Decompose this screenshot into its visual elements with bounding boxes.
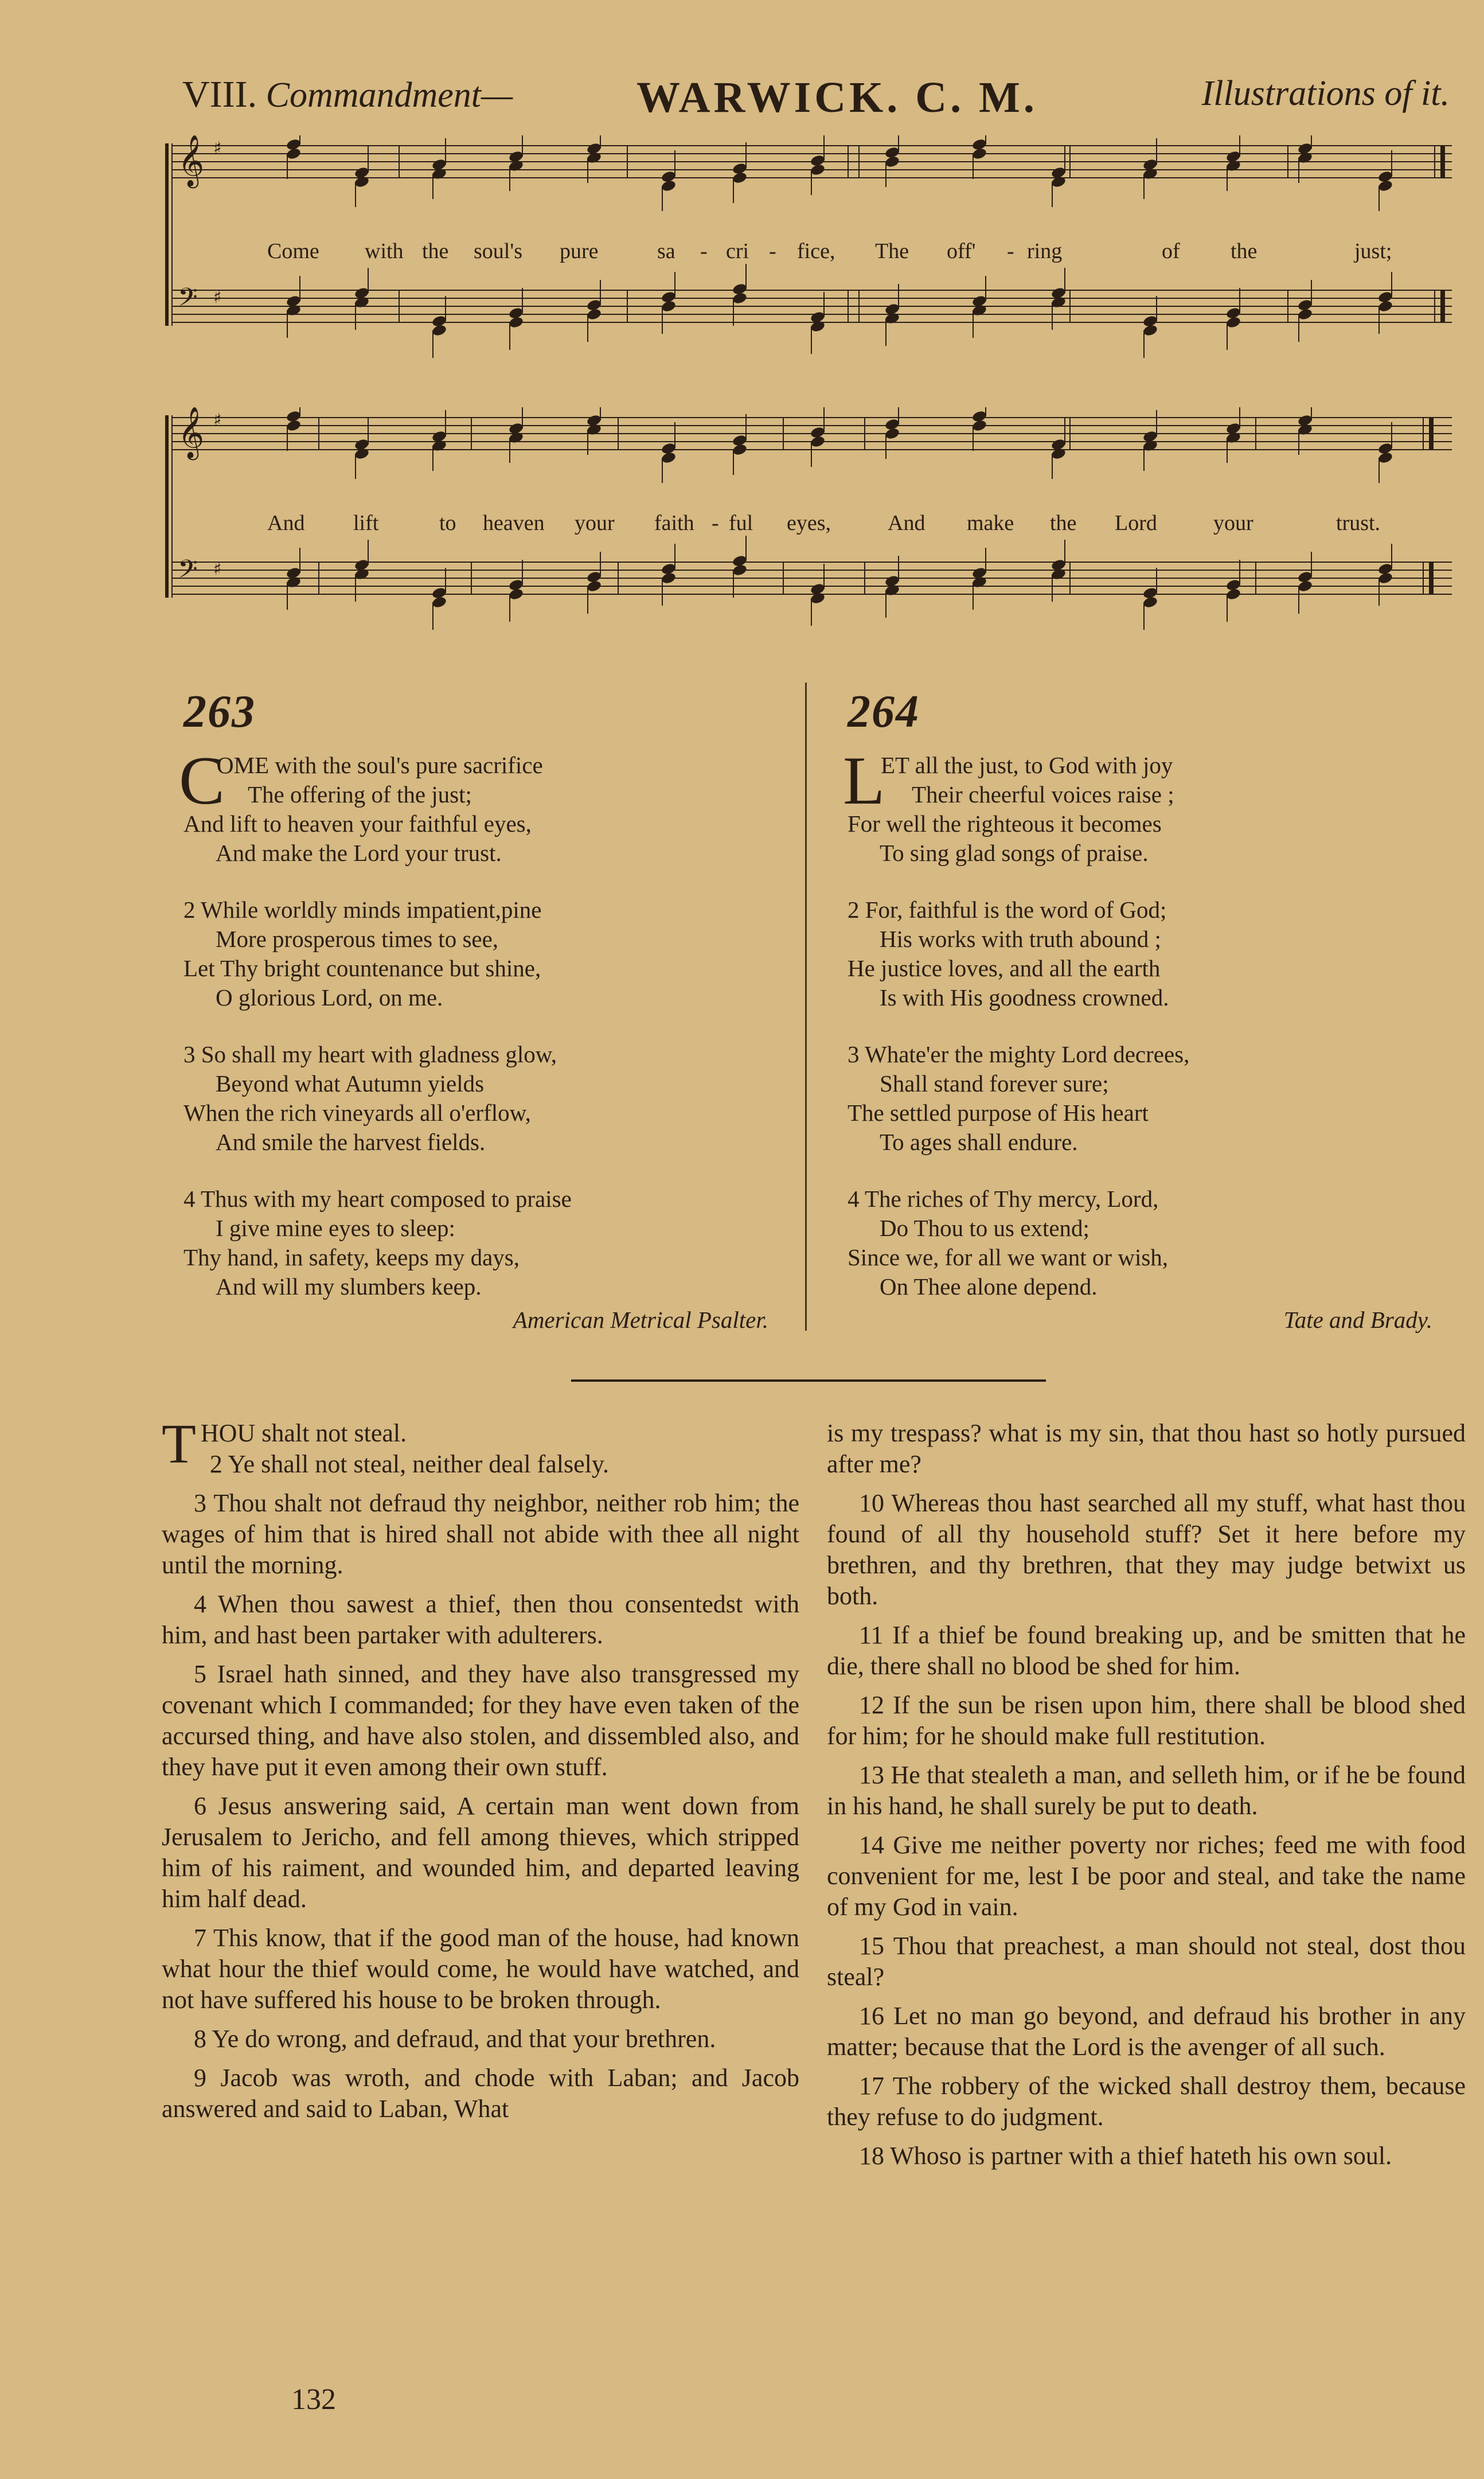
hymn-line: Let Thy bright countenance but shine, <box>183 955 541 981</box>
scripture-verse: 17 The robbery of the wicked shall destroy them, because they refuse to do judgment. <box>827 2072 1466 2131</box>
hymn-line: 4 The riches of Thy mercy, Lord, <box>848 1186 1159 1212</box>
lyric-syllable: faith <box>654 511 694 535</box>
hymn-line: When the rich vineyards all o'erflow, <box>183 1100 531 1126</box>
lyric-syllable: Come <box>267 239 319 263</box>
lyric-syllable: ful <box>729 511 753 535</box>
lyric-syllable: the <box>1050 511 1077 535</box>
lyric-syllable: heaven <box>483 511 545 535</box>
lyric-syllable: - <box>1007 239 1014 263</box>
stanza <box>848 1184 1444 1301</box>
drop-cap: C <box>179 742 225 818</box>
tune-name: WARWICK. <box>636 73 901 122</box>
hymn-line: 2 For, faithful is the word of God; <box>848 897 1167 923</box>
hymn-line: And lift to heaven your faithful eyes, <box>183 810 532 837</box>
lyric-syllable: fice, <box>797 239 835 263</box>
lyric-syllable: of <box>1162 239 1180 263</box>
lyric-syllable: your <box>575 511 615 535</box>
lyric-syllable: And <box>267 511 305 535</box>
commandment-label: Commandment— <box>265 76 513 115</box>
hymn-line: Thy hand, in safety, keeps my days, <box>183 1244 520 1270</box>
hymn-line: The settled purpose of His heart <box>848 1100 1149 1126</box>
lyric-syllable: sa <box>657 239 675 263</box>
scripture-verse: 15 Thou that preachest, a man should not steal, dost thou steal? <box>827 1932 1466 1991</box>
hymn-line: O glorious Lord, on me. <box>216 984 443 1011</box>
hymn-attribution: American Metrical Psalter. <box>513 1307 768 1333</box>
lyric-syllable: the <box>1231 239 1258 263</box>
hymn-line: 3 Whate'er the mighty Lord decrees, <box>848 1041 1190 1067</box>
lyric-syllable: off' <box>947 239 976 263</box>
lyric-syllable: And <box>888 511 925 535</box>
lyric-syllable: ring <box>1027 239 1063 263</box>
hymn-number: 263 <box>183 687 256 737</box>
scripture-verse: 11 If a thief be found breaking up, and be smitten that he die, there shall no blood be shed for him. <box>827 1621 1466 1680</box>
hymn-line: He justice loves, and all the earth <box>848 955 1161 981</box>
lyric-syllable: - <box>700 239 708 263</box>
hymn-line: Beyond what Autumn yields <box>216 1070 485 1097</box>
scripture-verse: 4 When thou sawest a thief, then thou consentedst with him, and hast been partaker with adulterers. <box>162 1590 799 1649</box>
column-divider <box>805 683 807 1331</box>
hymn-line: ET all the just, to God with joy <box>881 752 1173 778</box>
drop-cap: L <box>843 742 885 818</box>
stanza <box>848 1040 1444 1157</box>
svg-text:♯: ♯ <box>213 559 222 579</box>
lyric-syllable: the <box>422 239 449 263</box>
running-head: Illustrations of it. <box>1201 74 1450 113</box>
scripture-verse: 16 Let no man go beyond, and defraud his brother in any matter; because that the Lord is the avenger of all such. <box>827 2002 1466 2061</box>
hymn-line: 4 Thus with my heart composed to praise <box>183 1186 572 1212</box>
hymn-line: And smile the harvest fields. <box>216 1129 486 1155</box>
svg-text:♯: ♯ <box>213 287 222 307</box>
scripture-verse: 10 Whereas thou hast searched all my stuff, what hast thou found of all thy household stuff? Set it here before my brethren, and thy brethren, that they may judge betwixt us both. <box>827 1489 1466 1610</box>
verse-text: 2 Ye shall not steal, neither deal falsely. <box>209 1450 609 1478</box>
hymn-line: 3 So shall my heart with gladness glow, <box>183 1041 557 1067</box>
scripture-verse: 3 Thou shalt not defraud thy neighbor, neither rob him; the wages of him that is hired shall not abide with thee all night until the morning. <box>162 1489 799 1579</box>
scripture-verse: 8 Ye do wrong, and defraud, and that your brethren. <box>194 2025 716 2053</box>
hymn-line: More prosperous times to see, <box>216 926 499 952</box>
hymn-line: Their cheerful voices raise ; <box>912 781 1174 808</box>
scripture-verse: 12 If the sun be risen upon him, there shall be blood shed for him; for he should make full restitution. <box>827 1691 1466 1750</box>
tune-title <box>636 73 1038 122</box>
lyric-syllable: - <box>712 511 719 535</box>
hymn-line: OME with the soul's pure sacrifice <box>217 752 543 778</box>
stanza <box>183 1184 780 1301</box>
lyric-syllable: with <box>365 239 404 263</box>
stanza <box>843 742 1444 868</box>
scripture-verse: 7 This know, that if the good man of the house, had known what hour the thief would come, he would have watched, and not have suffered his house to be broken through. <box>162 1924 799 2014</box>
lyric-syllable: make <box>967 511 1014 535</box>
hymn-line: On Thee alone depend. <box>880 1273 1098 1300</box>
stanza <box>183 895 780 1012</box>
scripture-verse: 14 Give me neither poverty nor riches; feed me with food convenient for me, lest I be poor and steal, and take the name of my God in vain. <box>827 1831 1466 1921</box>
lyric-syllable: Lord <box>1115 511 1157 535</box>
hymn-line: And make the Lord your trust. <box>216 840 502 866</box>
lyric-syllable: pure <box>560 239 599 263</box>
scripture-column-right <box>827 1418 1466 2180</box>
lyric-syllable: just; <box>1354 239 1392 263</box>
page-number: 132 <box>291 2383 336 2416</box>
hymn-line: His works with truth abound ; <box>880 926 1161 952</box>
lyric-syllable: The <box>875 239 909 263</box>
scripture-column-left <box>162 1413 799 2133</box>
hymn-attribution: Tate and Brady. <box>1283 1307 1432 1333</box>
svg-text:♯: ♯ <box>213 410 222 430</box>
section-heading <box>182 73 513 115</box>
hymn-stanzas <box>179 742 780 1301</box>
music-system-2 <box>164 407 1460 648</box>
hymn-263 <box>179 686 780 1334</box>
verse-text: HOU shalt not steal. <box>200 1419 407 1447</box>
music-system-1 <box>164 135 1460 376</box>
hymn-line: Do Thou to us extend; <box>880 1215 1089 1241</box>
svg-text:𝄞: 𝄞 <box>178 407 205 458</box>
hymn-line: Shall stand forever sure; <box>880 1070 1109 1097</box>
hymn-line: 2 While worldly minds impatient,pine <box>183 897 542 923</box>
hymn-line: Since we, for all we want or wish, <box>848 1244 1169 1270</box>
lyric-syllable: trust. <box>1336 511 1381 535</box>
lyric-syllable: eyes, <box>787 511 831 535</box>
lyric-syllable: soul's <box>474 239 522 263</box>
lyric-syllable: cri <box>726 239 749 263</box>
hymn-stanzas <box>843 742 1444 1301</box>
stanza <box>848 895 1444 1012</box>
tune-meter: C. M. <box>915 73 1038 122</box>
hymn-line: To ages shall endure. <box>880 1129 1078 1155</box>
svg-text:𝄞: 𝄞 <box>178 135 205 186</box>
svg-text:𝄢: 𝄢 <box>178 282 198 318</box>
hymn-number: 264 <box>848 687 920 737</box>
commandment-number: VIII. <box>182 73 257 115</box>
lyric-syllable: to <box>439 511 456 535</box>
scripture-verse: 13 He that stealeth a man, and selleth him, or if he be found in his hand, he shall surely be put to death. <box>827 1761 1466 1820</box>
scripture-verse: 5 Israel hath sinned, and they have also transgressed my covenant which I commanded; for they have even taken of the accursed thing, and have also stolen, and dissembled also, and they have put it even among their own stuff. <box>162 1660 799 1781</box>
hymn-line: Is with His goodness crowned. <box>880 984 1169 1011</box>
scripture-verse <box>162 1413 799 1480</box>
hymn-line: I give mine eyes to sleep: <box>216 1215 455 1241</box>
lyric-syllable: - <box>769 239 776 263</box>
hymn-line: The offering of the just; <box>248 781 472 808</box>
hymn-264 <box>843 686 1444 1334</box>
lyric-syllable: lift <box>353 511 379 535</box>
scripture-verse: is my trespass? what is my sin, that thou hast so hotly pursued after me? <box>827 1419 1466 1478</box>
lyric-syllable: your <box>1213 511 1253 535</box>
hymn-line: To sing glad songs of praise. <box>880 840 1149 866</box>
scripture-verse: 9 Jacob was wroth, and chode with Laban; and Jacob answered and said to Laban, What <box>162 2064 799 2123</box>
section-rule <box>571 1379 1046 1382</box>
svg-text:♯: ♯ <box>213 138 222 158</box>
hymn-line: And will my slumbers keep. <box>216 1273 482 1300</box>
scripture-verse: 18 Whoso is partner with a thief hateth his own soul. <box>859 2142 1392 2170</box>
hymn-line: For well the righteous it becomes <box>848 810 1162 837</box>
drop-cap: T <box>162 1413 196 1475</box>
scripture-verse: 6 Jesus answering said, A certain man went down from Jerusalem to Jericho, and fell among thieves, which stripped him of his raiment, and wounded him, and departed leaving him half dead. <box>162 1792 799 1913</box>
stanza <box>183 1040 780 1157</box>
svg-text:𝄢: 𝄢 <box>178 554 198 590</box>
stanza <box>179 742 780 868</box>
